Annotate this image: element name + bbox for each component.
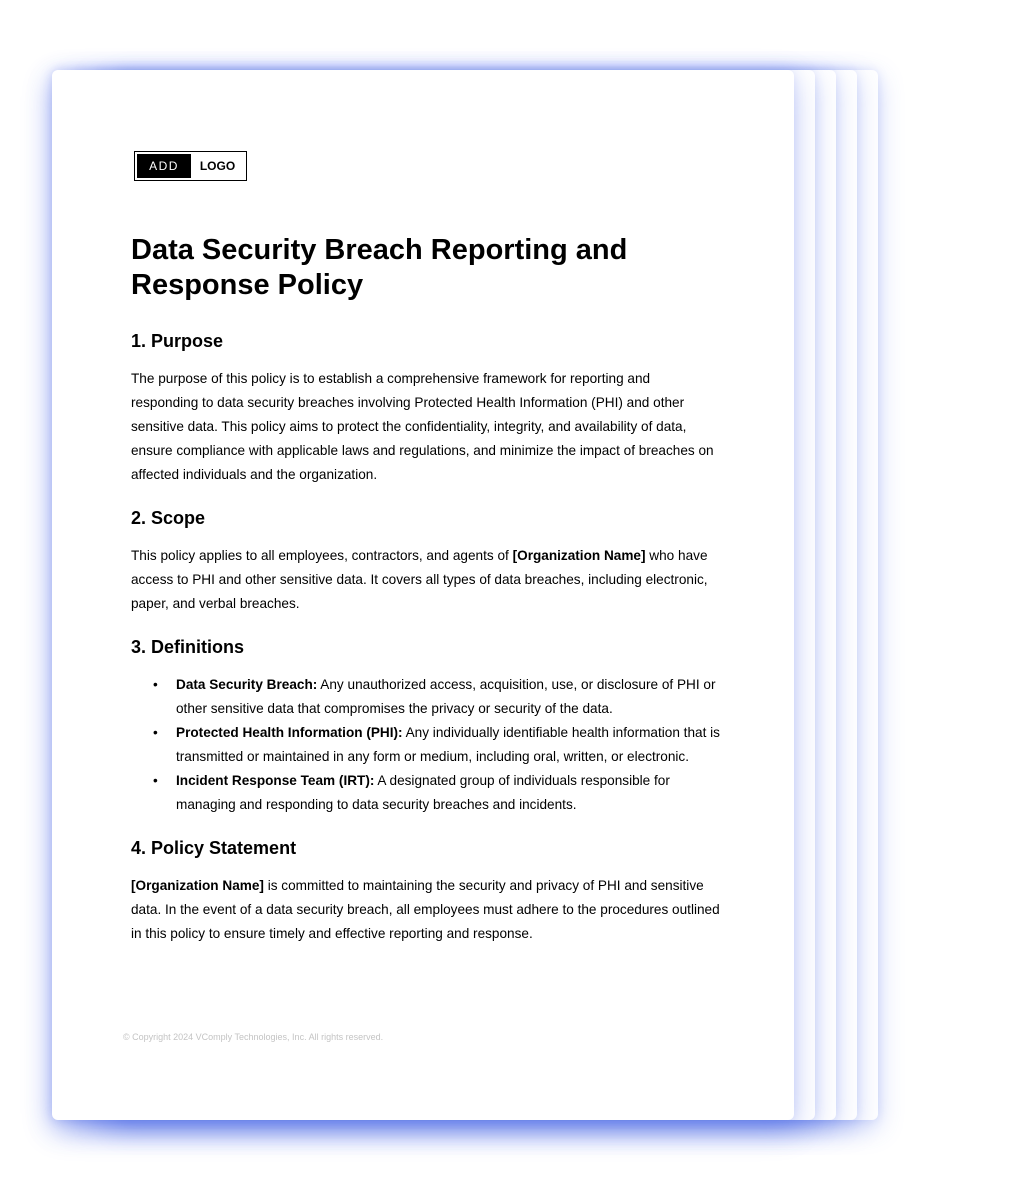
logo-text: LOGO — [199, 159, 236, 173]
paragraph-text: is committed to maintaining the security and privacy of PHI and sensitive data. In the event of a data security breach, all employees must adhere to the procedures outlined in this policy to ensure timely and effective reporting and response. — [131, 878, 720, 941]
definitions-list — [131, 673, 721, 817]
org-name-placeholder: [Organization Name] — [512, 548, 646, 563]
document-content — [131, 233, 721, 966]
document-page — [52, 70, 794, 1120]
paragraph-text: This policy applies to all employees, contractors, and agents of — [131, 548, 513, 563]
definition-term: Incident Response Team (IRT): — [176, 773, 375, 788]
definition-text: Any individually identifiable health information that is transmitted or maintained in any form or medium, including oral, written, or electronic. — [176, 725, 720, 764]
document-title: Data Security Breach Reporting and Response Policy — [131, 234, 628, 301]
bullet-icon: • — [153, 677, 158, 692]
section-paragraph — [131, 544, 721, 616]
section-heading: 1. Purpose — [131, 331, 224, 351]
definition-term: Protected Health Information (PHI): — [176, 725, 403, 740]
org-name-placeholder: [Organization Name] — [131, 878, 264, 893]
section-scope — [131, 507, 721, 616]
definition-item — [153, 769, 721, 817]
section-paragraph — [131, 874, 721, 946]
definition-text: A designated group of individuals responsible for managing and responding to data security breaches and incidents. — [176, 773, 670, 812]
logo-placeholder — [134, 151, 247, 181]
definition-item — [153, 721, 721, 769]
definition-term: Data Security Breach: — [176, 677, 318, 692]
definition-text: Any unauthorized access, acquisition, use, or disclosure of PHI or other sensitive data that compromises the privacy or security of the data. — [176, 677, 716, 716]
section-heading: 2. Scope — [131, 508, 206, 528]
paragraph-text: who have access to PHI and other sensitive data. It covers all types of data breaches, including electronic, paper, and verbal breaches. — [131, 548, 708, 611]
bullet-icon: • — [153, 725, 158, 740]
bullet-icon: • — [153, 773, 158, 788]
section-paragraph: The purpose of this policy is to establish a comprehensive framework for reporting and responding to data security breaches involving Protected Health Information (PHI) and other sensitive data. This policy aims to protect the confidentiality, integrity, and availability of data, ensure compliance with applicable laws and regulations, and minimize the impact of breaches on affected individuals and the organization. — [131, 371, 714, 482]
copyright-footer: © Copyright 2024 VComply Technologies, Inc. All rights reserved. — [123, 1032, 384, 1042]
definition-item — [153, 673, 721, 721]
section-definitions — [131, 636, 721, 817]
section-heading: 4. Policy Statement — [131, 838, 297, 858]
section-policy-statement — [131, 837, 721, 946]
logo-add-label: ADD — [137, 154, 191, 178]
section-purpose — [131, 330, 721, 487]
section-heading: 3. Definitions — [131, 637, 245, 657]
